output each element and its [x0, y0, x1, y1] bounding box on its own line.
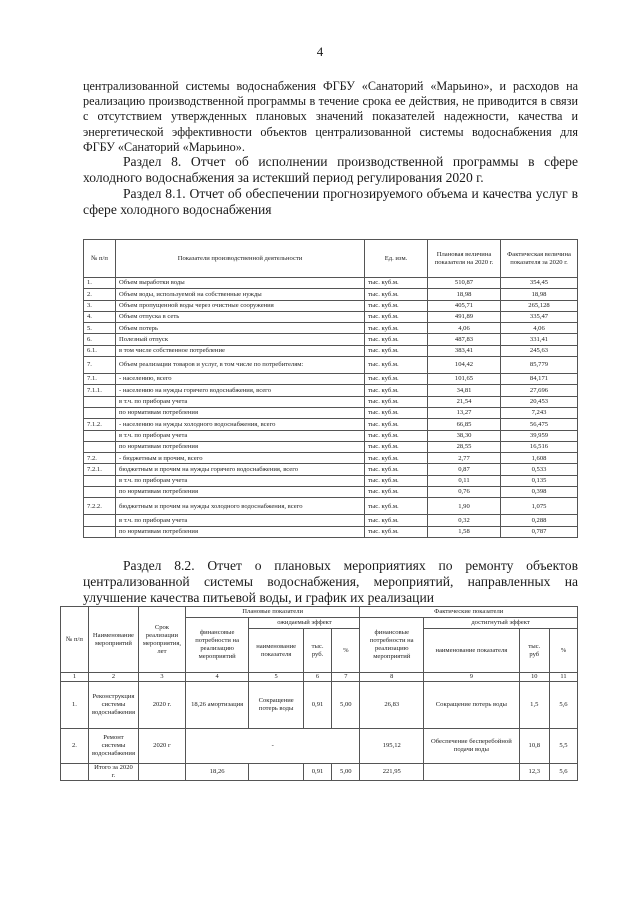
column-number: 8: [360, 673, 424, 682]
table-row: [84, 289, 578, 300]
table-row: [84, 419, 578, 430]
row-fact-value: 331,41: [501, 334, 578, 345]
row-fact-value: 0,787: [501, 526, 578, 537]
row-fact-value: 335,47: [501, 311, 578, 322]
row-plan-value: 101,65: [428, 374, 501, 385]
column-number: 5: [249, 673, 303, 682]
row-num: 7.2.1.: [84, 464, 116, 475]
header-num: № п/п: [84, 240, 116, 278]
table-row: [84, 396, 578, 407]
row-unit: тыс. куб.м.: [365, 357, 428, 374]
row-name: Объем реализации товаров и услуг, в том числе по потребителям:: [116, 357, 365, 374]
row-name: в т.ч. по приборам учета: [116, 475, 365, 486]
cell-num: 2.: [61, 729, 89, 764]
row-plan-value: 0,11: [428, 475, 501, 486]
header-name: Показатели производственной деятельности: [116, 240, 365, 278]
table-row: [84, 453, 578, 464]
row-plan-value: 34,81: [428, 385, 501, 396]
row-num: 6.1.: [84, 345, 116, 356]
row-plan-value: 4,06: [428, 323, 501, 334]
cell-fact-eff-name: Обеспечение бесперебойной подачи воды: [424, 729, 520, 764]
table-row: [84, 441, 578, 452]
row-unit: тыс. куб.м.: [365, 385, 428, 396]
row-fact-value: 0,135: [501, 475, 578, 486]
row-plan-value: 13,27: [428, 407, 501, 418]
table-row: [84, 374, 578, 385]
t2-header-term: Срок реализации мероприятия, лет: [138, 607, 185, 673]
row-fact-value: 7,243: [501, 407, 578, 418]
row-fact-value: 1,075: [501, 498, 578, 515]
column-number: 10: [519, 673, 549, 682]
row-unit: тыс. куб.м.: [365, 323, 428, 334]
row-fact-value: 84,171: [501, 374, 578, 385]
row-name: - населению на нужды холодного водоснабжения, всего: [116, 419, 365, 430]
row-unit: тыс. куб.м.: [365, 464, 428, 475]
table-row: [84, 357, 578, 374]
cell-plan-fin: -: [185, 729, 360, 764]
row-plan-value: 38,30: [428, 430, 501, 441]
t2-header-name: Наименование мероприятий: [88, 607, 138, 673]
row-name: - населению на нужды горячего водоснабжения, всего: [116, 385, 365, 396]
cell-plan-eff-name: Сокращение потерь воды: [249, 682, 303, 729]
column-number: 9: [424, 673, 520, 682]
row-num: 1.: [84, 278, 116, 289]
header-fact: Фактическая величина показателя за 2020 г.: [501, 240, 578, 278]
row-num: 3.: [84, 300, 116, 311]
cell-plan-eff-rub: 0,91: [303, 682, 331, 729]
row-name: Объем пропущенной воды через очистные сооружения: [116, 300, 365, 311]
row-name: по нормативам потребления: [116, 441, 365, 452]
repair-measures-table: [60, 606, 578, 781]
row-name: в т.ч. по приборам учета: [116, 396, 365, 407]
row-plan-value: 0,32: [428, 515, 501, 526]
table-row: [84, 334, 578, 345]
column-number: 6: [303, 673, 331, 682]
row-name: по нормативам потребления: [116, 487, 365, 498]
row-num: 2.: [84, 289, 116, 300]
row-unit: тыс. куб.м.: [365, 498, 428, 515]
t2-header-plan-eff-rub: тыс. руб.: [303, 629, 331, 673]
row-unit: тыс. куб.м.: [365, 475, 428, 486]
row-num: [84, 475, 116, 486]
table-row: [84, 526, 578, 537]
t2-header-fact-eff-name: наименование показателя: [424, 629, 520, 673]
cell-name: Итого за 2020 г.: [88, 764, 138, 781]
row-unit: тыс. куб.м.: [365, 407, 428, 418]
row-fact-value: 0,288: [501, 515, 578, 526]
cell-plan-eff-pct: 5,00: [332, 764, 360, 781]
header-unit: Ед. изм.: [365, 240, 428, 278]
row-fact-value: 4,06: [501, 323, 578, 334]
row-plan-value: 0,76: [428, 487, 501, 498]
row-fact-value: 0,398: [501, 487, 578, 498]
row-plan-value: 510,87: [428, 278, 501, 289]
t2-header-num: № п/п: [61, 607, 89, 673]
t2-header-plan-eff-name: наименование показателя: [249, 629, 303, 673]
header-plan: Плановая величина показателя на 2020 г.: [428, 240, 501, 278]
row-num: [84, 407, 116, 418]
t2-header-plan-group: Плановые показатели: [185, 607, 360, 618]
table-row: [84, 323, 578, 334]
column-number: 1: [61, 673, 89, 682]
row-unit: тыс. куб.м.: [365, 453, 428, 464]
row-unit: тыс. куб.м.: [365, 289, 428, 300]
row-name: - бюджетным и прочим, всего: [116, 453, 365, 464]
table2-header-row-1: [61, 607, 578, 618]
cell-term: 2020 г.: [138, 682, 185, 729]
row-unit: тыс. куб.м.: [365, 487, 428, 498]
row-fact-value: 27,696: [501, 385, 578, 396]
row-plan-value: 104,42: [428, 357, 501, 374]
table2-column-numbers-row: [61, 673, 578, 682]
row-unit: тыс. куб.м.: [365, 430, 428, 441]
row-plan-value: 66,85: [428, 419, 501, 430]
table-row: [84, 407, 578, 418]
table-row: [84, 300, 578, 311]
row-name: Объем отпуска в сеть: [116, 311, 365, 322]
t2-header-fact-effect: достигнутый эффект: [424, 618, 578, 629]
table-row: [84, 498, 578, 515]
cell-num: 1.: [61, 682, 89, 729]
t2-header-fact-group: Фактические показатели: [360, 607, 578, 618]
row-num: 7.: [84, 357, 116, 374]
cell-term: 2020 г: [138, 729, 185, 764]
row-name: Полезный отпуск: [116, 334, 365, 345]
row-plan-value: 28,55: [428, 441, 501, 452]
row-plan-value: 21,54: [428, 396, 501, 407]
cell-num: [61, 764, 89, 781]
cell-fact-eff-name: [424, 764, 520, 781]
row-name: Объем потерь: [116, 323, 365, 334]
table-row: [84, 430, 578, 441]
row-unit: тыс. куб.м.: [365, 441, 428, 452]
row-name: Объем воды, используемой на собственные нужды: [116, 289, 365, 300]
row-fact-value: 85,779: [501, 357, 578, 374]
cell-plan-eff-name: [249, 764, 303, 781]
row-num: 7.1.1.: [84, 385, 116, 396]
column-number: 3: [138, 673, 185, 682]
t2-header-plan-fin: финансовые потребности на реализацию мероприятий: [185, 618, 249, 673]
row-unit: тыс. куб.м.: [365, 419, 428, 430]
row-num: [84, 515, 116, 526]
section-8-title: Раздел 8. Отчет об исполнении производственной программы в сфере холодного водоснабжения за истекший период регулирования 2020 г.: [83, 154, 578, 185]
row-plan-value: 18,98: [428, 289, 501, 300]
row-unit: тыс. куб.м.: [365, 311, 428, 322]
row-name: в т.ч. по приборам учета: [116, 430, 365, 441]
cell-fact-eff-pct: 5,6: [549, 682, 577, 729]
row-name: бюджетным и прочим на нужды горячего водоснабжения, всего: [116, 464, 365, 475]
row-plan-value: 405,71: [428, 300, 501, 311]
row-unit: тыс. куб.м.: [365, 396, 428, 407]
page-number: 4: [316, 44, 324, 59]
row-name: бюджетным и прочим на нужды холодного водоснабжения, всего: [116, 498, 365, 515]
section-8-1-title: Раздел 8.1. Отчет об обеспечении прогнозируемого объема и качества услуг в сфере холодного водоснабжения: [83, 186, 578, 217]
cell-name: Ремонт системы водоснабжения: [88, 729, 138, 764]
table-row: [61, 729, 578, 764]
row-num: 7.1.2.: [84, 419, 116, 430]
row-name: по нормативам потребления: [116, 526, 365, 537]
column-number: 2: [88, 673, 138, 682]
section-8-2-title: Раздел 8.2. Отчет о плановых мероприятиях по ремонту объектов централизованной системы водоснабжения, мероприятий, направленных на улучшение качества питьевой воды, и график их реализации: [83, 558, 578, 605]
cell-fact-eff-rub: 10,8: [519, 729, 549, 764]
table-row: [61, 764, 578, 781]
row-name: в том числе собственное потребление: [116, 345, 365, 356]
table-row: [61, 682, 578, 729]
table-row: [84, 464, 578, 475]
cell-name: Реконструкция системы водоснабжения: [88, 682, 138, 729]
table-row: [84, 487, 578, 498]
row-name: в т.ч. по приборам учета: [116, 515, 365, 526]
table-row: [84, 475, 578, 486]
t2-header-plan-eff-pct: %: [332, 629, 360, 673]
table-row: [84, 515, 578, 526]
column-number: 4: [185, 673, 249, 682]
row-num: [84, 526, 116, 537]
cell-fact-fin: 221,95: [360, 764, 424, 781]
row-fact-value: 354,45: [501, 278, 578, 289]
cell-fact-eff-name: Сокращение потерь воды: [424, 682, 520, 729]
t2-header-plan-effect: ожидаемый эффект: [249, 618, 360, 629]
row-num: 7.1.: [84, 374, 116, 385]
row-num: 6.: [84, 334, 116, 345]
cell-fact-fin: 195,12: [360, 729, 424, 764]
row-num: [84, 487, 116, 498]
cell-plan-fin: 18,26 амортизация: [185, 682, 249, 729]
row-unit: тыс. куб.м.: [365, 300, 428, 311]
cell-plan-fin: 18,26: [185, 764, 249, 781]
cell-fact-eff-rub: 12,3: [519, 764, 549, 781]
row-name: Объем выработки воды: [116, 278, 365, 289]
row-unit: тыс. куб.м.: [365, 374, 428, 385]
row-plan-value: 0,87: [428, 464, 501, 475]
row-plan-value: 487,83: [428, 334, 501, 345]
row-fact-value: 18,98: [501, 289, 578, 300]
row-num: 7.2.: [84, 453, 116, 464]
row-plan-value: 491,89: [428, 311, 501, 322]
table-header-row: [84, 240, 578, 278]
t2-header-fact-fin: финансовые потребности на реализацию мероприятий: [360, 618, 424, 673]
row-num: 5.: [84, 323, 116, 334]
t2-header-fact-eff-pct: %: [549, 629, 577, 673]
cell-fact-eff-pct: 5,6: [549, 764, 577, 781]
cell-plan-eff-pct: 5,00: [332, 682, 360, 729]
row-num: 4.: [84, 311, 116, 322]
table-row: [84, 311, 578, 322]
row-fact-value: 56,475: [501, 419, 578, 430]
row-fact-value: 265,128: [501, 300, 578, 311]
row-unit: тыс. куб.м.: [365, 278, 428, 289]
row-num: [84, 396, 116, 407]
cell-fact-eff-pct: 5,5: [549, 729, 577, 764]
row-fact-value: 39,959: [501, 430, 578, 441]
table-row: [84, 278, 578, 289]
row-unit: тыс. куб.м.: [365, 515, 428, 526]
column-number: 7: [332, 673, 360, 682]
row-unit: тыс. куб.м.: [365, 345, 428, 356]
table-row: [84, 385, 578, 396]
row-num: [84, 441, 116, 452]
row-fact-value: 0,533: [501, 464, 578, 475]
cell-term: [138, 764, 185, 781]
table-row: [84, 345, 578, 356]
production-volume-table: [83, 239, 578, 538]
row-unit: тыс. куб.м.: [365, 526, 428, 537]
cell-plan-eff-rub: 0,91: [303, 764, 331, 781]
cell-fact-eff-rub: 1,5: [519, 682, 549, 729]
row-fact-value: 16,516: [501, 441, 578, 452]
intro-paragraph: централизованной системы водоснабжения ФГБУ «Санаторий «Марьино», и расходов на реализацию производственной программы в течение срока ее действия, не приводится в связи с отсутствием утвержденных плановых значений показателей надежности, качества и энергетической эффективности объектов централизованной системы водоснабжения для ФГБУ «Санаторий «Марьино».: [83, 79, 578, 154]
row-plan-value: 1,58: [428, 526, 501, 537]
row-name: - населению, всего: [116, 374, 365, 385]
row-fact-value: 245,63: [501, 345, 578, 356]
row-plan-value: 2,77: [428, 453, 501, 464]
row-plan-value: 1,90: [428, 498, 501, 515]
row-name: по нормативам потребления: [116, 407, 365, 418]
row-plan-value: 383,41: [428, 345, 501, 356]
row-fact-value: 1,608: [501, 453, 578, 464]
t2-header-fact-eff-rub: тыс. руб: [519, 629, 549, 673]
row-fact-value: 20,453: [501, 396, 578, 407]
cell-fact-fin: 26,83: [360, 682, 424, 729]
column-number: 11: [549, 673, 577, 682]
row-num: 7.2.2.: [84, 498, 116, 515]
row-unit: тыс. куб.м.: [365, 334, 428, 345]
row-num: [84, 430, 116, 441]
